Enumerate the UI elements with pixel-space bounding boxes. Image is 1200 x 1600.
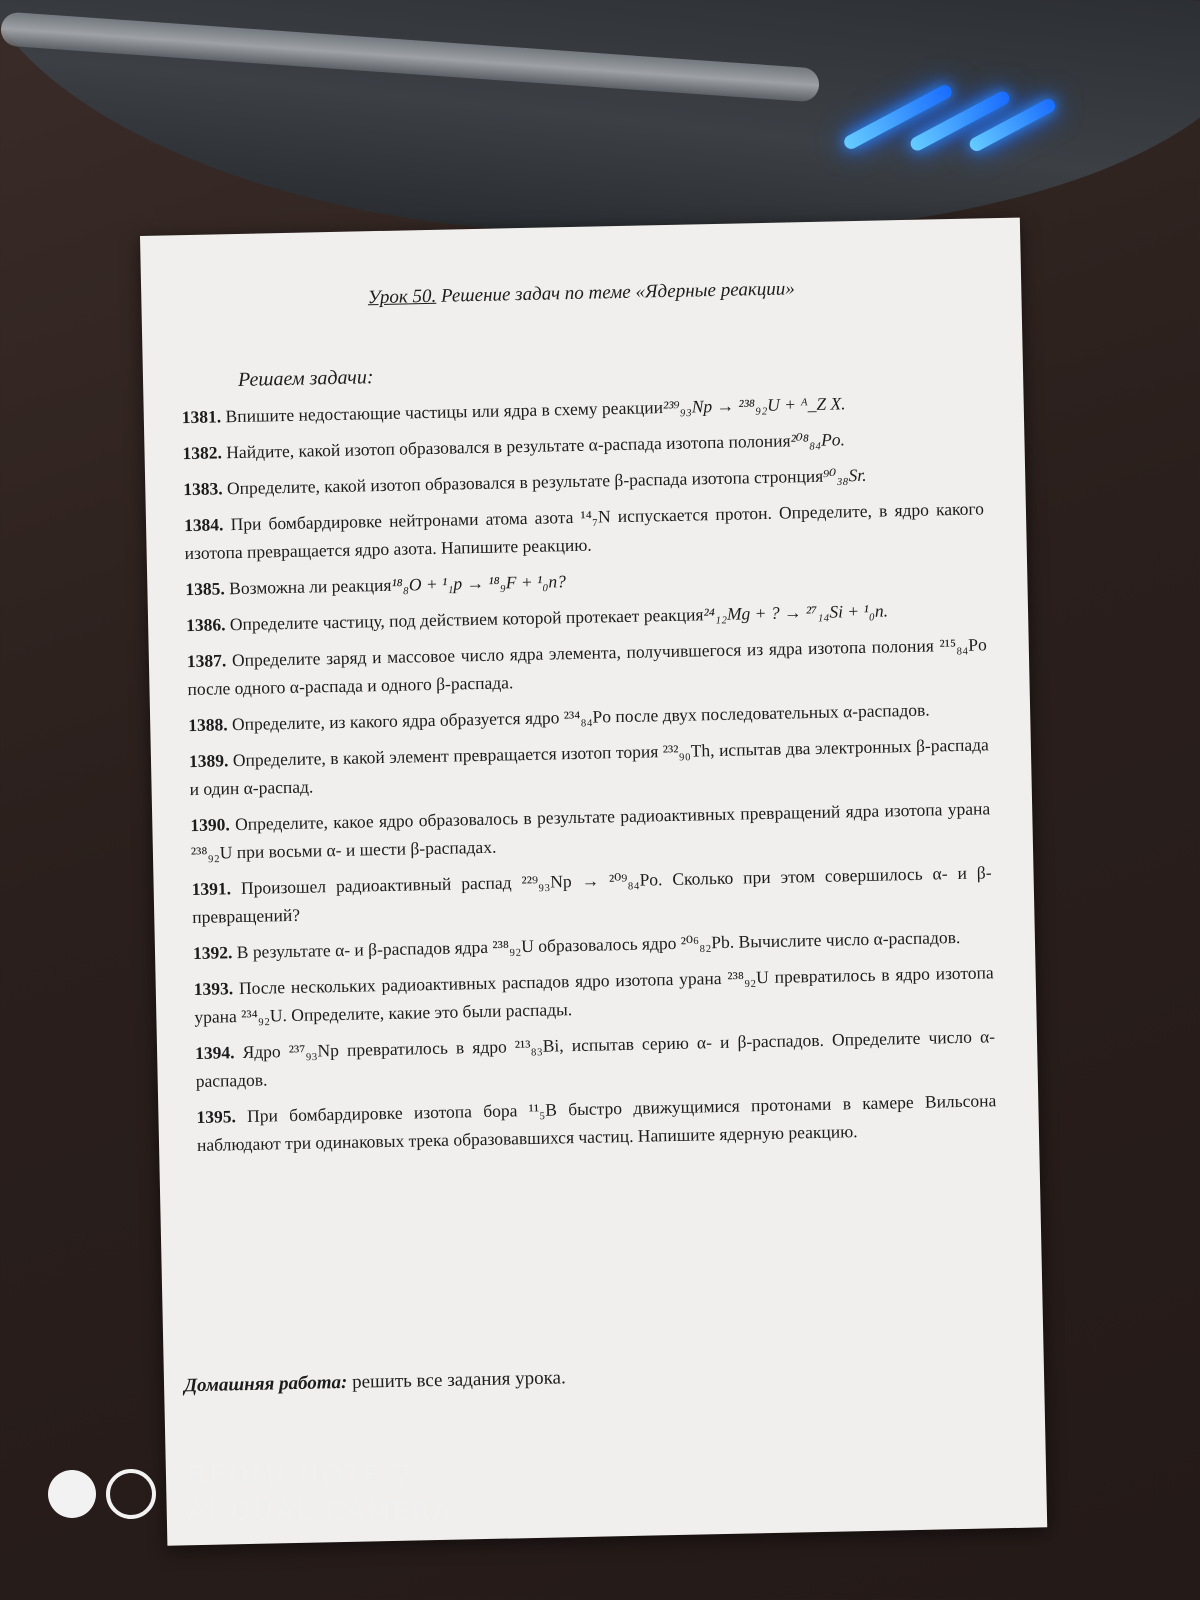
task-number: 1381. (181, 406, 226, 428)
task-text: Определите, из какого ядра образуется ядро ²³⁴₈₄Po после двух последовательных α-распадов. (231, 699, 930, 735)
task-text: Определите частицу, под действием которой протекает реакция (229, 604, 704, 635)
title-text: Решение задач по теме «Ядерные реакции» (440, 278, 795, 307)
camera-watermark (48, 1458, 453, 1530)
lesson-label: Урок 50. (367, 285, 437, 309)
task-text: После нескольких радиоактивных распадов ядро изотопа урана ²³⁸₉₂U превратилось в ядро изотопа урана ²³⁴₉₂U. Определите, какие это были распады. (194, 962, 994, 1028)
worksheet-paper (140, 218, 1047, 1546)
task-list (182, 386, 998, 1167)
watermark-dot-icon (48, 1470, 96, 1518)
task-item (184, 494, 985, 567)
task-number: 1388. (188, 714, 233, 736)
watermark-line-1: REDMI NOTE 7 (188, 1461, 414, 1491)
task-text: При бомбардировке изотопа бора ¹¹₅B быстро движущимися протонами в камере Вильсона наблюдают три одинаковых трека образовавшихся частиц. Напишите ядерную реакцию. (196, 1090, 997, 1156)
task-number: 1389. (188, 750, 234, 772)
task-text: Ядро ²³⁷₉₃Np превратилось в ядро ²¹³₈₃Bi, испытав серию α- и β-распадов. Определите число α-распадов. (195, 1026, 996, 1092)
task-item (191, 858, 992, 931)
task-number: 1387. (186, 650, 233, 672)
task-text: Впишите недостающие частицы или ядра в схему реакции (225, 397, 664, 427)
task-formula: ²⁰⁸₈₄Po. (790, 429, 846, 451)
homework-text: решить все задания урока. (351, 1367, 566, 1393)
task-formula: ⁹⁰₃₈Sr. (823, 464, 867, 486)
task-number: 1383. (183, 478, 228, 500)
subheading: Решаем задачи: (237, 366, 374, 391)
task-number: 1393. (193, 978, 240, 1000)
task-number: 1385. (185, 578, 230, 600)
task-number: 1392. (192, 942, 237, 964)
watermark-ring-icon (106, 1469, 156, 1519)
page-title (141, 274, 1021, 314)
task-formula: ²⁴₁₂Mg + ? → ²⁷₁₄Si + ¹₀n. (703, 600, 889, 625)
task-text: Найдите, какой изотоп образовался в результате α-распада изотопа полония (226, 430, 791, 463)
task-number: 1382. (182, 442, 227, 464)
task-number: 1390. (190, 814, 236, 836)
task-text: Определите, какой изотоп образовался в результате β-распада изотопа стронция (226, 465, 824, 499)
homework-label: Домашняя работа: (183, 1371, 348, 1397)
watermark-text (188, 1458, 453, 1530)
task-item (195, 1022, 996, 1095)
task-text: При бомбардировке нейтронами атома азота ¹⁴₇N испускается протон. Определите, в ядро какого изотопа превращается ядро азота. Напишите реакцию. (184, 498, 985, 564)
task-number: 1384. (183, 514, 231, 536)
homework (184, 1367, 566, 1397)
watermark-line-2: AI DUAL CAMERA (188, 1497, 453, 1527)
task-item (190, 794, 991, 867)
task-text: В результате α- и β-распадов ядра ²³⁸₉₂U образовалось ядро ²⁰⁶₈₂Pb. Вычислите число α-распадов. (236, 926, 961, 963)
task-text: Определите заряд и массовое число ядра элемента, получившегося из ядра изотопа полония ²¹⁵₈₄Po после одного α-распада и одного β-распада. (187, 634, 987, 700)
task-text: Произошел радиоактивный распад ²²⁹₉₃Np → ²⁰⁹₈₄Po. Сколько при этом совершилось α- и β-превращений? (192, 862, 992, 928)
task-text: Определите, в какой элемент превращается изотоп тория ²³²₉₀Th, испытав два электронных β-распада и один α-распад. (189, 734, 990, 800)
task-formula: ¹⁸₈O + ¹₁p → ¹⁸₉F + ¹₀n? (391, 571, 567, 595)
task-text: Возможна ли реакция (228, 574, 392, 599)
task-number: 1394. (194, 1042, 243, 1064)
task-number: 1386. (185, 614, 231, 636)
task-item (187, 630, 988, 703)
task-item (193, 958, 994, 1031)
task-item (196, 1086, 997, 1159)
task-text: Определите, какое ядро образовалось в результате радиоактивных превращений ядра изотопа урана ²³⁸₉₂U при восьми α- и шести β-распадах. (190, 798, 991, 864)
task-number: 1395. (196, 1105, 248, 1128)
task-item (189, 730, 990, 803)
task-formula: ²³⁹₉₃Np → ²³⁸₉₂U + ᴬ_Z X. (662, 393, 846, 418)
task-number: 1391. (191, 878, 242, 900)
